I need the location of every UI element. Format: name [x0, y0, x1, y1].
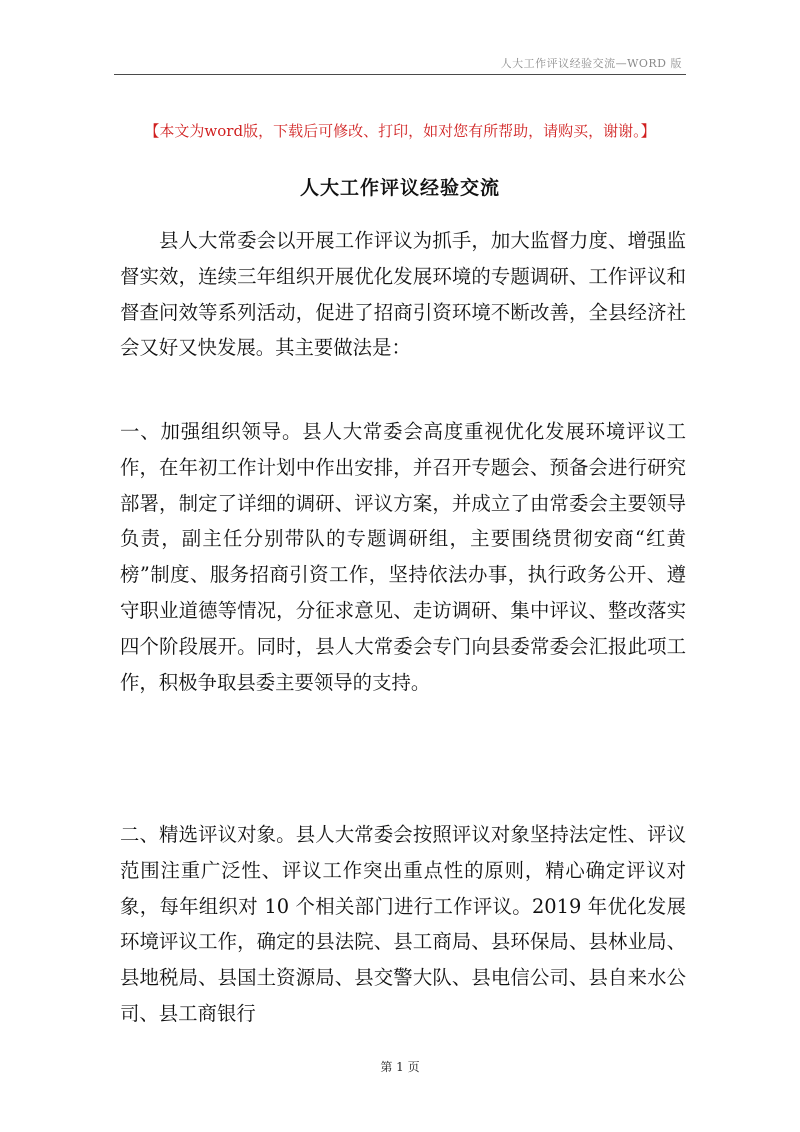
- purchase-notice: 【本文为word版，下载后可修改、打印，如对您有所帮助，请购买，谢谢。】: [144, 122, 656, 140]
- page-number: 第 1 页: [380, 1060, 420, 1074]
- paragraph-section-two: 二、精选评议对象。县人大常委会按照评议对象坚持法定性、评议范围注重广泛性、评议工作突出重点性的原则，精心确定评议对象，每年组织对 10 个相关部门进行工作评议。2019 年优化发展环境评议工作，确定的县法院、县工商局、县环保局、县林业局、县地税局、县国土资源局、县交警大队、县电信公司、县自来水公司、县工商银行: [120, 823, 686, 1025]
- header-divider: [114, 74, 686, 75]
- paragraph-intro: 县人大常委会以开展工作评议为抓手，加大监督力度、增强监督实效，连续三年组织开展优化发展环境的专题调研、工作评议和督查问效等系列活动，促进了招商引资环境不断改善，全县经济社会又好又快发展。其主要做法是：: [120, 229, 686, 360]
- document-title: 人大工作评议经验交流: [299, 177, 500, 199]
- running-header: 人大工作评议经验交流—WORD 版: [500, 57, 682, 70]
- paragraph-section-one: 一、加强组织领导。县人大常委会高度重视优化发展环境评议工作，在年初工作计划中作出安排，并召开专题会、预备会进行研究部署，制定了详细的调研、评议方案，并成立了由常委会主要领导负责，副主任分别带队的专题调研组，主要围绕贯彻安商“红黄榜”制度、服务招商引资工作，坚持依法办事，执行政务公开、遵守职业道德等情况，分征求意见、走访调研、集中评议、整改落实四个阶段展开。同时，县人大常委会专门向县委常委会汇报此项工作，积极争取县委主要领导的支持。: [120, 420, 686, 694]
